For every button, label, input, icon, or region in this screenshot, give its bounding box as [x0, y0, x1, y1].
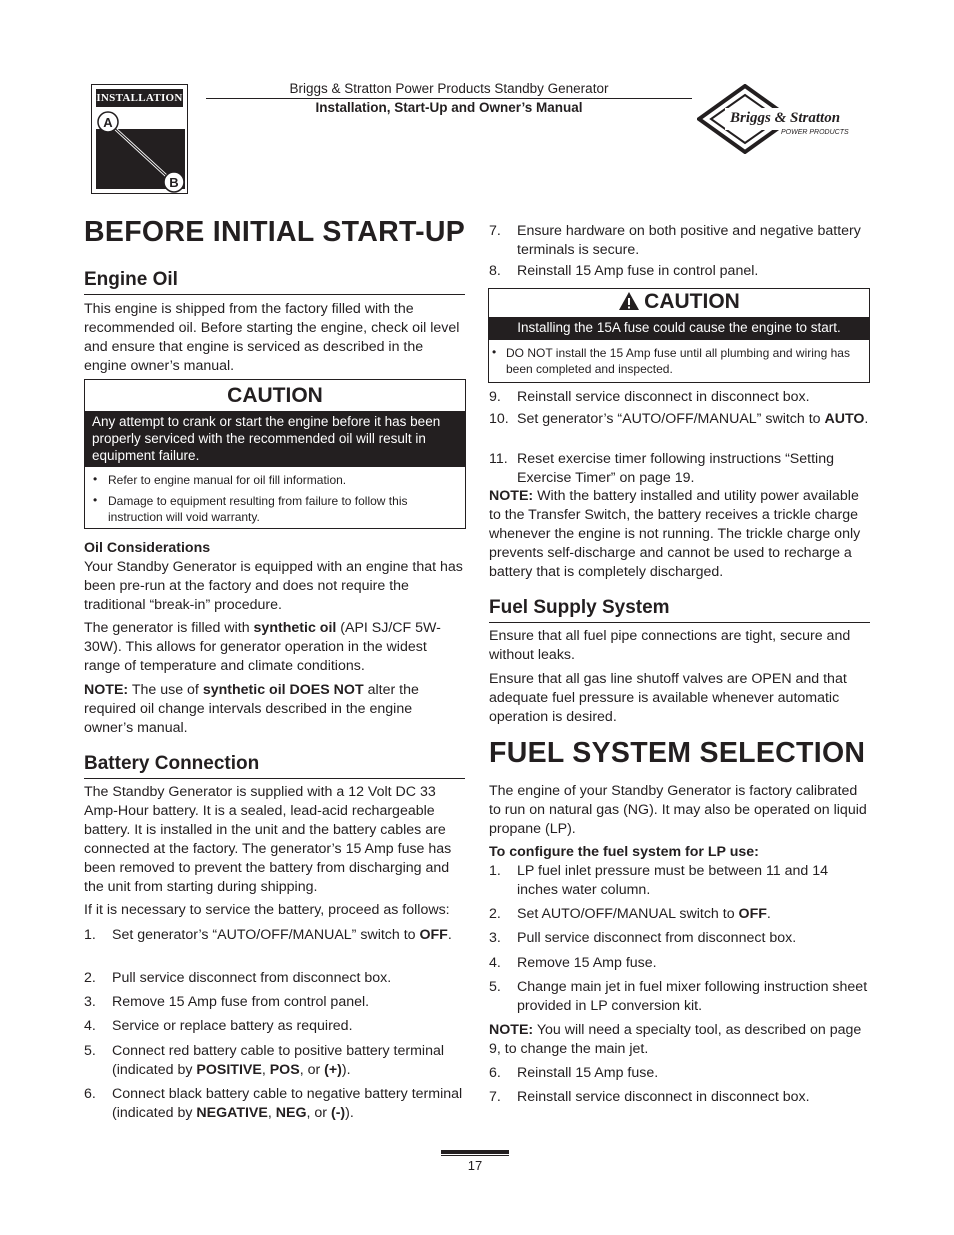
- caution-heading: CAUTION: [489, 289, 869, 317]
- engine-oil-heading: Engine Oil: [84, 269, 465, 295]
- briggs-stratton-logo: [697, 84, 869, 154]
- warning-triangle-icon: [618, 291, 640, 311]
- logo-name: Briggs & Stratton: [730, 110, 841, 126]
- battery-heading: Battery Connection: [84, 753, 465, 779]
- lp-note: NOTE: You will need a specialty tool, as described on page 9, to change the main jet.: [489, 1022, 862, 1057]
- caution-bullet: • Damage to equipment resulting from failure to follow this instruction will void warranty.: [93, 493, 408, 524]
- caution-bullet: • DO NOT install the 15 Amp fuse until all plumbing and wiring has been completed and inspected.: [492, 345, 850, 376]
- footer-bar: [441, 1150, 509, 1154]
- caution-box-oil: [84, 379, 466, 529]
- battery-note: NOTE: With the battery installed and utility power available to the Transfer Switch, the battery receives a trickle charge whenever the engine is not running. The trickle charge only prevents self-discharge and cannot be used to recharge a battery that is completely discharged.: [489, 488, 861, 580]
- a-to-b-icon: [92, 85, 189, 195]
- synthetic-oil-text: The generator is filled with synthetic oil (API SJ/CF 5W-30W). This allows for generator operation in the widest range of temperature and climate conditions.: [84, 620, 441, 674]
- caution-bullet: • Refer to engine manual for oil fill information.: [93, 472, 347, 487]
- before-start-title: BEFORE INITIAL START-UP: [84, 216, 466, 248]
- lp-config-heading: To configure the fuel system for LP use:: [489, 844, 759, 860]
- oil-considerations-heading: Oil Considerations: [84, 540, 211, 556]
- fuel-selection-title: FUEL SYSTEM SELECTION: [489, 737, 866, 769]
- header-rule: [206, 98, 692, 99]
- fuel-selection-intro: The engine of your Standby Generator is factory calibrated to run on natural gas (NG). It may also be operated on liquid propane (LP).: [489, 783, 867, 837]
- badge-title: INSTALLATION: [96, 89, 183, 107]
- engine-oil-intro: This engine is shipped from the factory filled with the recommended oil. Before starting the engine, check oil level and ensure that engine is serviced as described in the engine owner’s manual.: [84, 301, 460, 374]
- logo-sub: POWER PRODUCTS: [781, 129, 849, 136]
- installation-badge: [91, 84, 188, 194]
- oil-considerations-text: Your Standby Generator is equipped with an engine that has been pre-run at the factory and does not require the traditional “break-in” procedure.: [84, 559, 463, 613]
- battery-intro: The Standby Generator is supplied with a 12 Volt DC 33 Amp-Hour battery. It is a sealed, lead-acid rechargeable battery. It is installed in the unit and the battery cables are connected at the factory. The generator’s 15 Amp fuse has been removed to prevent the battery from discharging and the unit from starting during shipping.: [84, 784, 452, 895]
- caution-body: Any attempt to crank or start the engine before it has been properly serviced with the recommended oil will result in equipment failure.: [85, 411, 465, 467]
- header-manual-title: Installation, Start-Up and Owner’s Manual: [315, 100, 583, 115]
- header-product-line: Briggs & Stratton Power Products Standby Generator: [289, 81, 609, 96]
- caution-heading: CAUTION: [227, 384, 323, 407]
- badge-letter-a: A: [103, 115, 113, 130]
- page-number: 17: [467, 1158, 483, 1173]
- caution-box-fuse: [488, 288, 870, 383]
- oil-note: NOTE: The use of synthetic oil DOES NOT alter the required oil change intervals described in the engine owner’s manual.: [84, 682, 419, 736]
- caution-body: Installing the 15A fuse could cause the engine to start.: [489, 317, 869, 340]
- fuel-supply-text: Ensure that all gas line shutoff valves are OPEN and that adequate fuel pressure is available whenever automatic operation is desired.: [489, 671, 847, 725]
- fuel-supply-heading: Fuel Supply System: [489, 597, 870, 623]
- badge-letter-b: B: [169, 175, 179, 190]
- footer-rule: [441, 1155, 509, 1156]
- fuel-supply-text: Ensure that all fuel pipe connections are tight, secure and without leaks.: [489, 628, 851, 663]
- battery-service-intro: If it is necessary to service the battery, proceed as follows:: [84, 902, 450, 918]
